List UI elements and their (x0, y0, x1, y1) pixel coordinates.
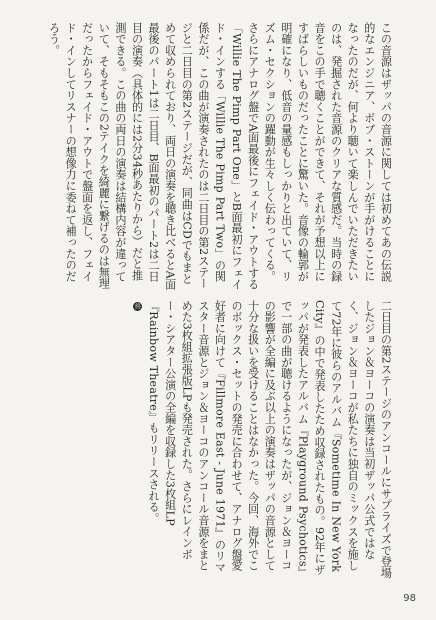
lower-text: 二日目の第2ステージのアンコールにサプライズで登場したジョン＆ヨーコの演奏は当初ザッパ公式ではなく、ジョン＆ヨーコが私たちに独自のミックスを施して72年に彼らのアルバム『Sometime In New York City』の中で発表したため収録されたもの。92年にザッパが発表したアルバム『Playground Psychotics』で一部の曲が聴けるようになったが、ジョン＆ヨーコの影響が全編に及ぶ以上の演奏はザッパの音源として十分な扱いを受けることはなかった。今回、海外でこのボックス・セットの発売に合わせて、アナログ盤愛好者に向けて『Fillmore East - June 1971』のリマスター音源とジョン＆ヨーコのアンコール音源をまとめた3枚組拡張版LPも発売された。さらにレインボー・シアター公演の全編を収録した3枚組LP『Rainbow Theatre』もリリースされる。 (147, 300, 393, 579)
body-text-upper (12, 22, 410, 292)
end-mark-icon: 終 (133, 303, 141, 310)
body-text-lower (12, 300, 410, 580)
page-number: 98 (403, 593, 416, 604)
upper-text: この音源はザッパの音源に関しては初めてあの伝説的なエンジニア、ボブ・ストーンが手がけることになったのだが、何より聴いて楽しんでいただきたいのは、発掘された音源のクリアな質感だ。当時の録音をこの手で聴くことができて、それが予想以上にすばらしいものだったことに驚いた。音像の輪郭が明確になり、低音の量感もしっかりと出ていて、リズム・セクションの躍動が生々しく伝わってくる。 さらにアナログ盤でA面最後にフェイド・アウトする「Willie The Pimp Part One」とB面最初にフェイド・インする「Willie The Pimp Part Two」の関係だが、この曲が演奏されたのは二日目の第2ステージと二日目の第2ステージだが、同曲はCDでもまとめて収められており、両日の演奏を聴き比べるとA面最後のパート1は二日目、B面最初のパート2は二日目の演奏（具体的には2分34秒あたりから）だと推測できる。この曲の両日の演奏は結構内容が違っていて、そもそもこの2テイクを綺麗に繋げるのは無理だったからフェイド・アウトで盤面を返し、フェイド・インしてリスナーの想像力に委ねて補ったのだろう。 (47, 22, 393, 291)
